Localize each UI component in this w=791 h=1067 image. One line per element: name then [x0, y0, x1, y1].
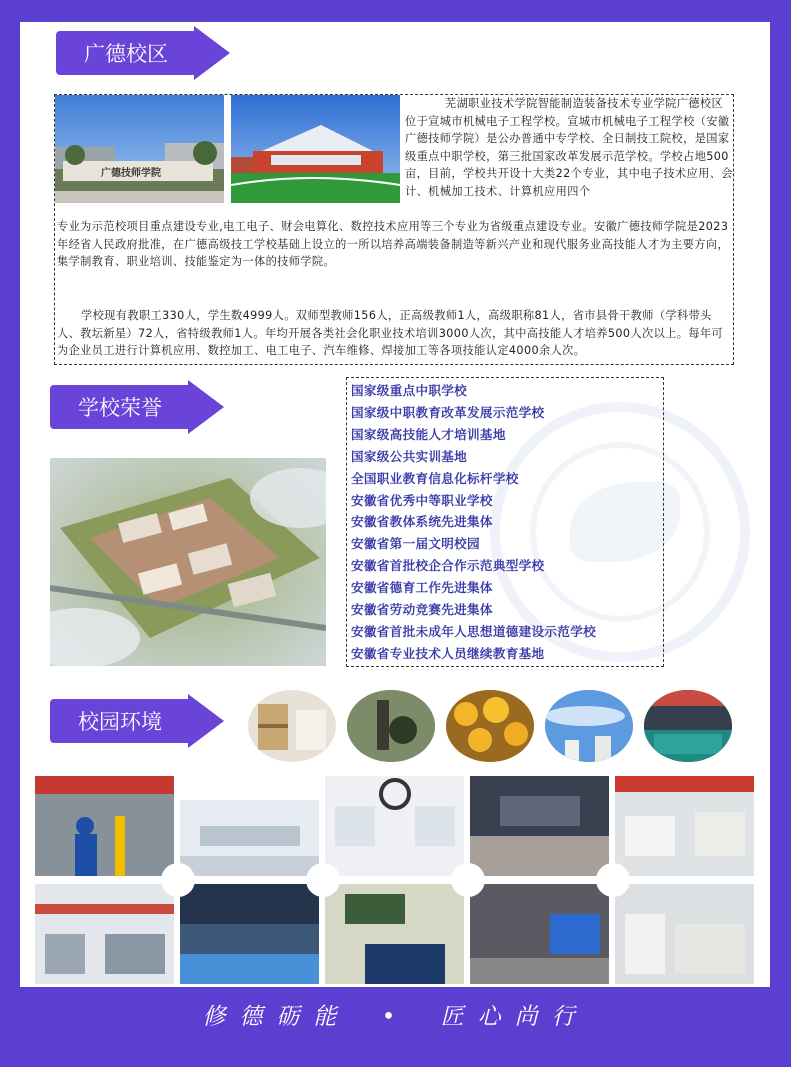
section-banner-environment [50, 698, 224, 744]
grid-divider-dot [306, 863, 340, 897]
honor-item: 国家级中职教育改革发展示范学校 [351, 404, 545, 420]
honor-item: 安徽省专业技术人员继续教育基地 [351, 645, 545, 661]
sunflower-photo [446, 690, 534, 762]
grid-divider-dot [451, 863, 485, 897]
intro-paragraph-2: 专业为示范校项目重点建设专业,电工电子、财会电算化、数控技术应用等三个专业为省级重点建设专业。安徽广德技师学院是2023年经省人民政府批准，在广德高级技工学校基础上设立的一所以培养高端装备制造等新兴产业和现代服务业高技能人才为主要方向，集学制教育、职业培训、技能鉴定为一体的技师学院。 [57, 220, 730, 269]
robot-training-photo [35, 776, 174, 876]
honors-list [346, 377, 664, 667]
honor-item: 全国职业教育信息化标杆学校 [351, 470, 519, 486]
dorm-room-photo [248, 690, 336, 762]
campus-stadium-photo [231, 95, 400, 203]
motto-left: 修德砺能 [202, 1004, 351, 1030]
electrical-lab-photo [35, 884, 174, 984]
campus-intro-box [54, 94, 734, 365]
intro-paragraph-1: 芜湖职业技术学院智能制造装备技术专业学院广德校区位于宣城市机械电子工程学校。宣城市机械电子工程学校（安徽广德技师学院）是公办普通中专学校、全日制技工院校，是国家级重点中职学校，第三批国家改革发展示范学校。学校占地500亩，目前，学校共开设十大类22个专业，其中电子技术应用、会计、机械加工技术、计算机应用四个 [405, 97, 733, 198]
campus-aerial-photo [50, 458, 326, 666]
honor-item: 安徽省第一届文明校园 [351, 536, 480, 552]
campus-sculpture-photo [347, 690, 435, 762]
motto-footer [0, 990, 791, 1045]
arrow-icon [188, 694, 224, 748]
gate-sign-text: 广德技师学院 [101, 168, 161, 179]
section-title-honors: 学校荣誉 [50, 385, 188, 429]
lab-room-photo [180, 776, 319, 876]
motto-separator: • [381, 1004, 410, 1030]
exhibition-hall-photo [325, 776, 464, 876]
grid-divider-dot [161, 863, 195, 897]
blue-sky-buildings-photo [545, 690, 633, 762]
section-title-campus: 广德校区 [56, 31, 194, 75]
honor-item: 安徽省优秀中等职业学校 [351, 492, 493, 508]
motto-right: 匠心尚行 [440, 1004, 589, 1030]
honor-item: 安徽省德育工作先进集体 [351, 580, 493, 596]
computer-room-photo [180, 884, 319, 984]
section-banner-campus [56, 30, 230, 76]
arrow-icon [194, 26, 230, 80]
machine-workshop-photo [615, 884, 754, 984]
campus-gate-photo [55, 95, 224, 203]
honor-item: 国家级公共实训基地 [351, 448, 468, 464]
honor-item: 国家级高技能人才培训基地 [351, 426, 506, 442]
training-center-photo [470, 884, 609, 984]
poster-sheet [20, 22, 770, 987]
honor-item: 安徽省教体系统先进集体 [351, 514, 493, 530]
grid-divider-dot [596, 863, 630, 897]
lecture-room-photo [325, 884, 464, 984]
classroom-photo [470, 776, 609, 876]
gymnasium-photo [644, 690, 732, 762]
cnc-workshop-photo [615, 776, 754, 876]
intro-paragraph-3: 学校现有教职工330人，学生数4999人。双师型教师156人，正高级教师1人，高级职称81人，省市县骨干教师（学科带头人、教坛新星）72人，省特级教师1人。年均开展各类社会化职业技术培训3000人次，其中高技能人才培养500人次以上。每年可为企业员工进行计算机应用、数控加工、电工电子、汽车维修、焊接加工等各项技能认定4000余人次。 [57, 309, 724, 358]
honor-item: 安徽省首批未成年人思想道德建设示范学校 [351, 623, 596, 639]
arrow-icon [188, 380, 224, 434]
section-banner-honors [50, 384, 224, 430]
honor-item: 安徽省劳动竞赛先进集体 [351, 602, 493, 618]
section-title-environment: 校园环境 [50, 699, 188, 743]
honor-item: 安徽省首批校企合作示范典型学校 [351, 558, 545, 574]
honor-item: 国家级重点中职学校 [351, 383, 468, 398]
